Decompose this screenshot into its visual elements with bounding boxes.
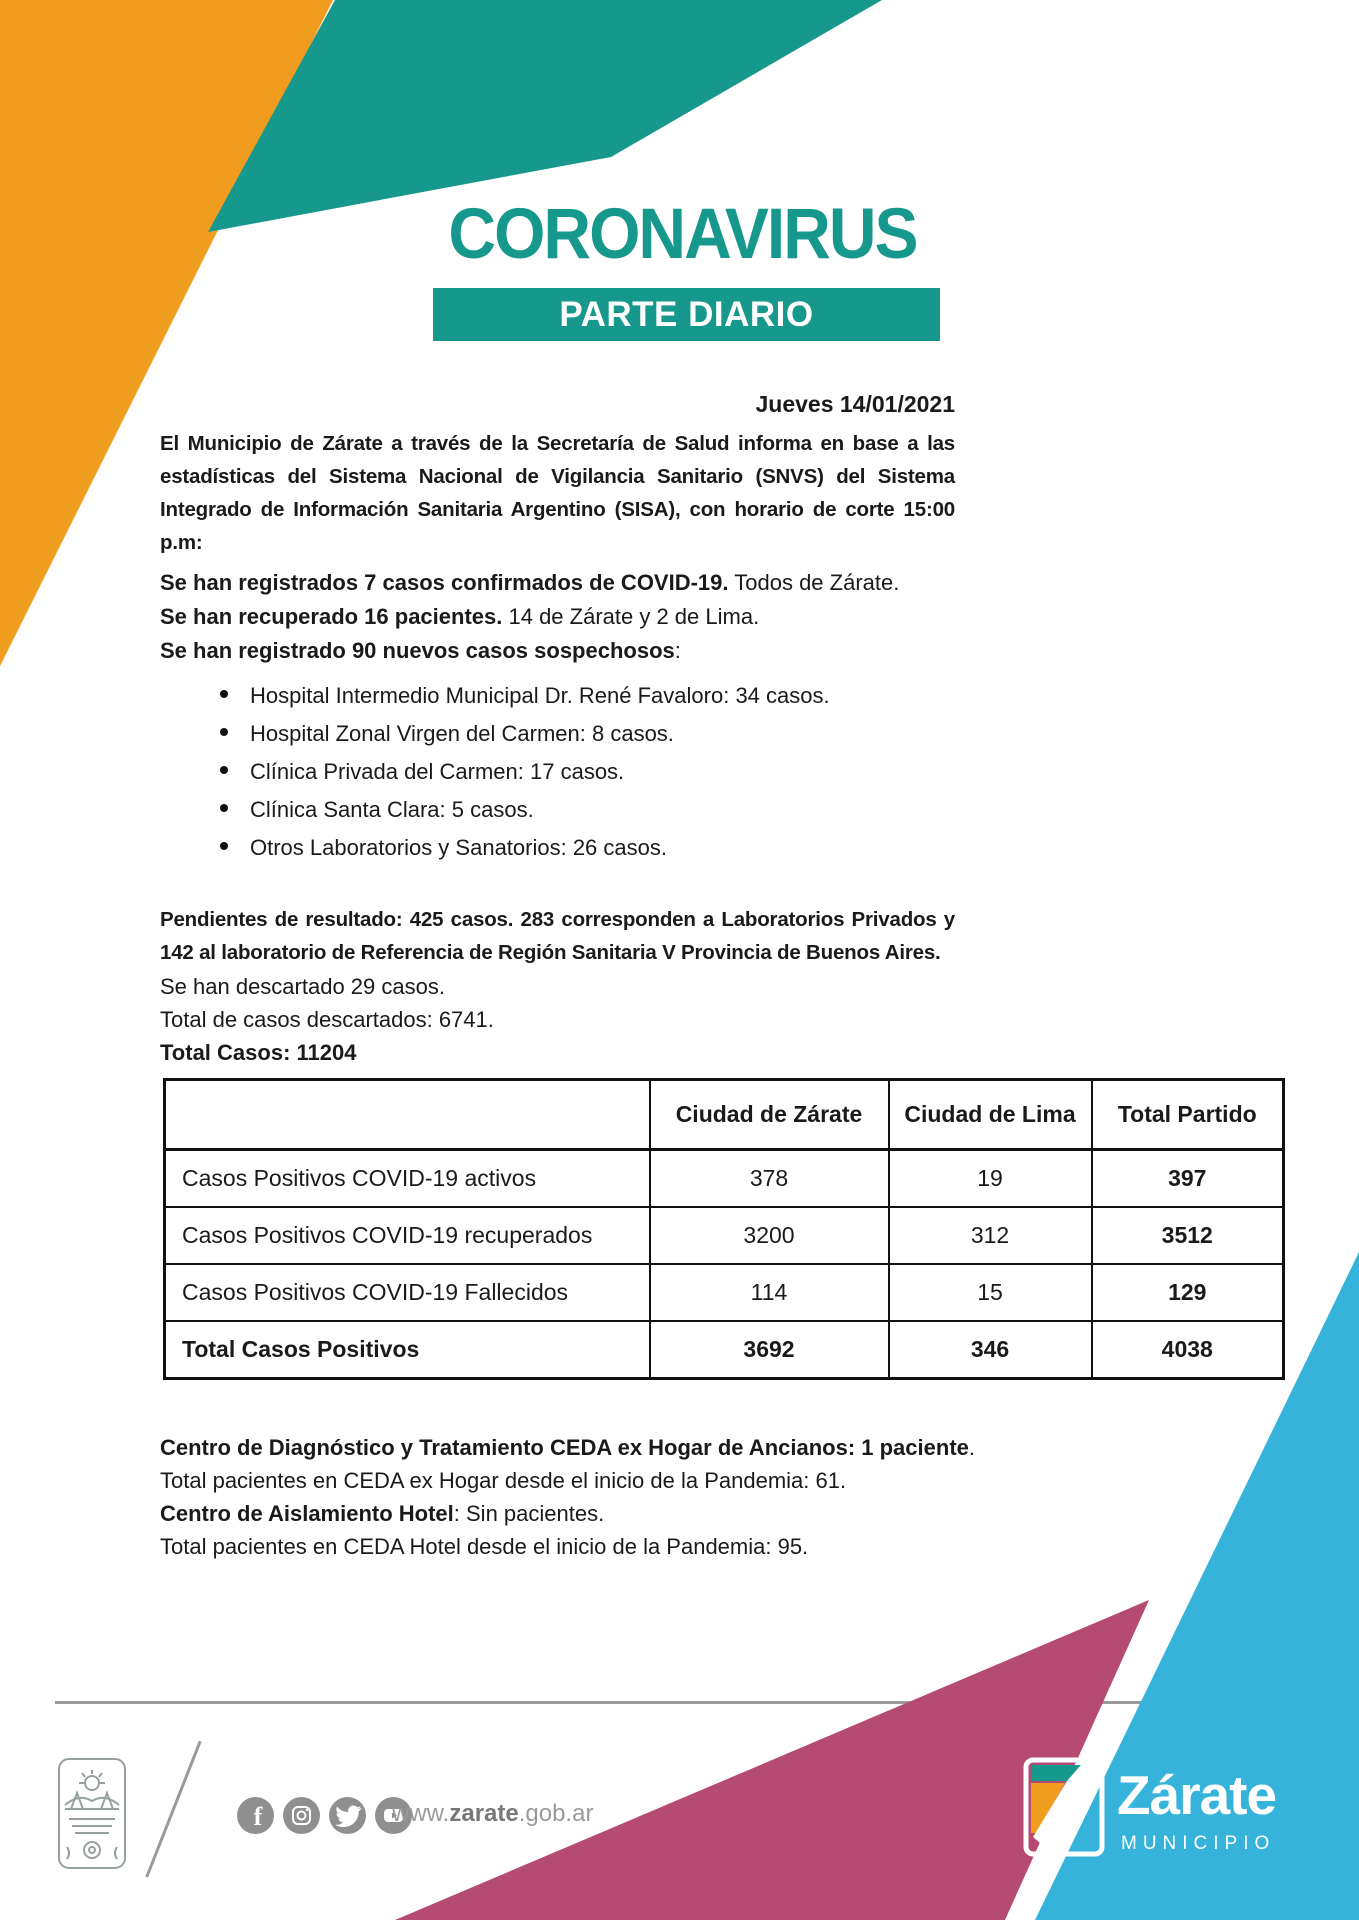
bullet-icon	[220, 804, 228, 812]
suspect-cases-list	[220, 677, 980, 867]
table-row: Casos Positivos COVID-19 recuperados 3200 312 3512	[165, 1207, 1284, 1264]
facebook-icon	[237, 1797, 274, 1834]
confirmed-cases-line: Se han registrados 7 casos confirmados de COVID-19. Todos de Zárate.	[160, 570, 900, 595]
list-item: Clínica Santa Clara: 5 casos.	[220, 791, 980, 829]
column-header-empty	[165, 1080, 650, 1150]
discarded-new-line: Se han descartado 29 casos.	[160, 974, 445, 999]
list-item: Hospital Zonal Virgen del Carmen: 8 casos.	[220, 715, 980, 753]
website-url: www.zarate.gob.ar	[392, 1800, 594, 1827]
bullet-icon	[220, 728, 228, 736]
list-item: Hospital Intermedio Municipal Dr. René Favaloro: 34 casos.	[220, 677, 980, 715]
table-header-row	[165, 1080, 1284, 1150]
twitter-icon	[329, 1797, 366, 1834]
ceda-line: Centro de Diagnóstico y Tratamiento CEDA ex Hogar de Ancianos: 1 paciente.	[160, 1435, 976, 1460]
zarate-municipio-logo-icon	[1023, 1757, 1105, 1857]
subtitle-text: PARTE DIARIO	[559, 294, 814, 334]
pending-results-paragraph: Pendientes de resultado: 425 casos. 283 corresponden a Laboratorios Privados y 142 al laboratorio de Referencia de Región Sanitaria V Provincia de Buenos Aires.	[160, 908, 955, 964]
ceda-line: Total pacientes en CEDA ex Hogar desde el inicio de la Pandemia: 61.	[160, 1468, 847, 1493]
ceda-line: Centro de Aislamiento Hotel: Sin pacientes.	[160, 1501, 605, 1526]
bullet-icon	[220, 690, 228, 698]
bullet-icon	[220, 766, 228, 774]
column-header-total: Total Partido	[1092, 1080, 1284, 1150]
column-header-lima: Ciudad de Lima	[889, 1080, 1092, 1150]
instagram-icon	[283, 1797, 320, 1834]
column-header-zarate: Ciudad de Zárate	[650, 1080, 889, 1150]
intro-paragraph: El Municipio de Zárate a través de la Secretaría de Salud informa en base a las estadísticas del Sistema Nacional de Vigilancia Sanitario (SNVS) del Sistema Integrado de Información Sanitaria Argentino (SISA), con horario de corte 15:00 p.m:	[160, 432, 955, 554]
social-icons	[237, 1797, 412, 1834]
footer-slash-divider	[145, 1741, 201, 1878]
recovered-line: Se han recuperado 16 pacientes. 14 de Zárate y 2 de Lima.	[160, 604, 760, 629]
zarate-logo-title: Zárate	[1117, 1764, 1277, 1826]
covid-stats-table	[163, 1078, 1285, 1380]
svg-text:f: f	[253, 1802, 263, 1831]
subtitle-banner	[433, 288, 940, 341]
highlight-lines	[160, 566, 980, 668]
table-row: Casos Positivos COVID-19 Fallecidos 114 15 129	[165, 1264, 1284, 1321]
bullet-icon	[220, 842, 228, 850]
page-title: CORONAVIRUS	[448, 193, 917, 273]
list-item: Otros Laboratorios y Sanatorios: 26 casos.	[220, 829, 980, 867]
city-crest-icon	[57, 1757, 127, 1870]
list-item: Clínica Privada del Carmen: 17 casos.	[220, 753, 980, 791]
discarded-total-line: Total de casos descartados: 6741.	[160, 1007, 494, 1032]
suspect-cases-line: Se han registrado 90 nuevos casos sospechosos:	[160, 638, 681, 663]
report-date: Jueves 14/01/2021	[755, 391, 955, 417]
table-row: Casos Positivos COVID-19 activos 378 19 397	[165, 1150, 1284, 1208]
total-cases-line: Total Casos: 11204	[160, 1040, 357, 1065]
ceda-section	[160, 1431, 1260, 1563]
zarate-logo-subtitle: MUNICIPIO	[1121, 1833, 1276, 1854]
ceda-line: Total pacientes en CEDA Hotel desde el inicio de la Pandemia: 95.	[160, 1534, 809, 1559]
table-total-row: Total Casos Positivos 3692 346 4038	[165, 1321, 1284, 1379]
